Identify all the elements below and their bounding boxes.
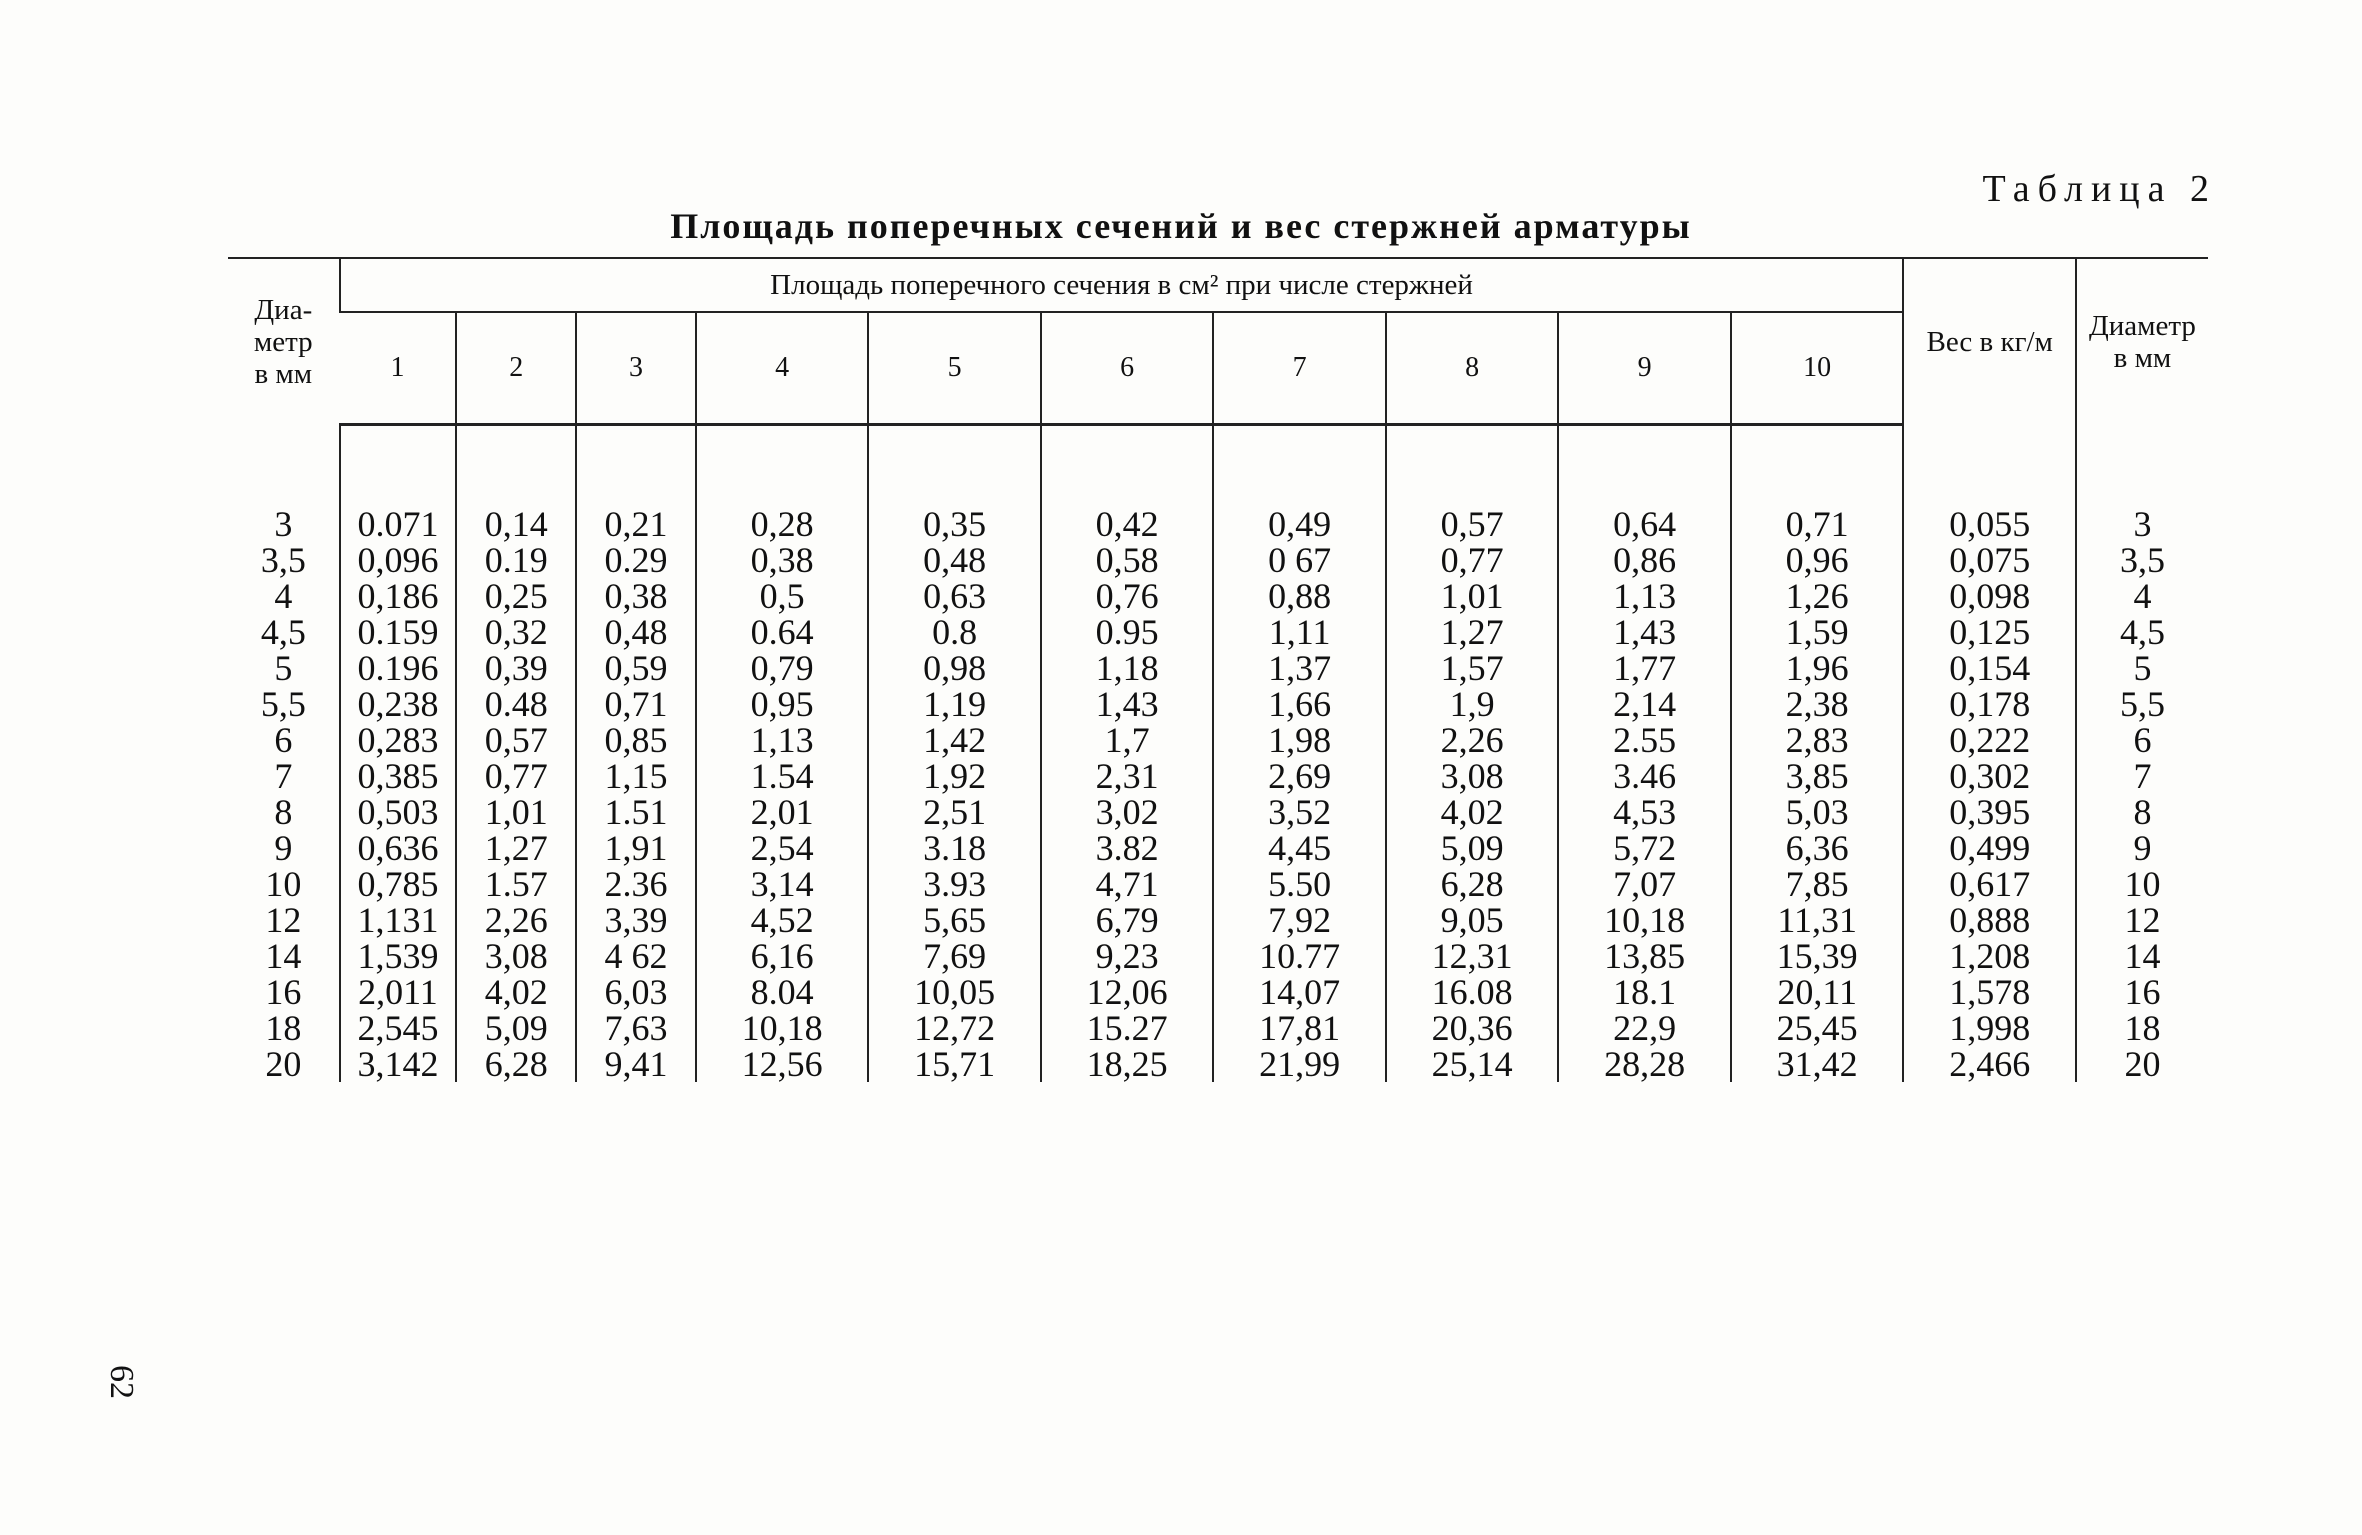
header-count: 7 [1213, 312, 1386, 425]
area-cell: 3.18 3.93 5,65 [868, 830, 1041, 938]
table-label: Таблица 2 [1982, 168, 2217, 210]
area-cell: 25,14 [1386, 1046, 1559, 1082]
area-cell: 21,99 [1213, 1046, 1386, 1082]
area-cell: 15,39 20,11 25,45 [1731, 938, 1904, 1046]
area-cell: 0,283 0,385 0,503 [340, 722, 457, 830]
area-cell: 1,98 2,69 3,52 [1213, 722, 1386, 830]
area-cell: 0.95 1,18 1,43 [1041, 614, 1214, 722]
area-cell: 1,59 1,96 2,38 [1731, 614, 1904, 722]
header-count: 4 [696, 312, 869, 425]
area-cell: 1,7 2,31 3,02 [1041, 722, 1214, 830]
area-cell: 18,25 [1041, 1046, 1214, 1082]
area-cell: 3.82 4,71 6,79 [1041, 830, 1214, 938]
area-cell: 0,28 0,38 0,5 [696, 506, 869, 614]
area-cell: 0,636 0,785 1,131 [340, 830, 457, 938]
area-cell: 1,27 1,57 1,9 [1386, 614, 1559, 722]
weight-cell: 0,222 0,302 0,395 [1903, 722, 2076, 830]
header-count: 1 [340, 312, 457, 425]
page-number: 62 [103, 1365, 140, 1399]
area-cell: 1,13 1.54 2,01 [696, 722, 869, 830]
area-cell: 4,45 5.50 7,92 [1213, 830, 1386, 938]
table-row-group [228, 722, 2208, 830]
area-cell: 2.55 3.46 4,53 [1558, 722, 1731, 830]
area-cell: 28,28 [1558, 1046, 1731, 1082]
area-cell: 2,26 3,08 4,02 [1386, 722, 1559, 830]
area-cell: 1,11 1,37 1,66 [1213, 614, 1386, 722]
header-count: 5 [868, 312, 1041, 425]
area-cell: 0,71 0,96 1,26 [1731, 506, 1904, 614]
header-count: 6 [1041, 312, 1214, 425]
area-cell: 0,64 0,86 1,13 [1558, 506, 1731, 614]
area-cell: 0.64 0,79 0,95 [696, 614, 869, 722]
header-count: 3 [576, 312, 696, 425]
header-area-group: Площадь поперечного сечения в см² при числе стержней [340, 258, 1904, 312]
table-row-group [228, 1046, 2208, 1082]
area-cell: 12,56 [696, 1046, 869, 1082]
diameter-right-cell: 6 7 8 [2076, 722, 2208, 830]
diameter-right-cell: 9 10 12 [2076, 830, 2208, 938]
area-cell: 2,54 3,14 4,52 [696, 830, 869, 938]
area-cell: 31,42 [1731, 1046, 1904, 1082]
diameter-cell: 14 16 18 [265, 936, 302, 1048]
area-cell: 2,83 3,85 5,03 [1731, 722, 1904, 830]
diameter-cell: 9 10 12 [265, 828, 302, 940]
header-count: 2 [456, 312, 576, 425]
diameter-cell: 20 [265, 1044, 302, 1084]
area-cell: 1,42 1,92 2,51 [868, 722, 1041, 830]
diameter-right-cell: 20 [2076, 1046, 2208, 1082]
area-cell: 6,36 7,85 11,31 [1731, 830, 1904, 938]
area-cell: 0.071 0,096 0,186 [340, 506, 457, 614]
diameter-right-cell: 4,5 5 5,5 [2076, 614, 2208, 722]
area-cell: 0,48 0,59 0,71 [576, 614, 696, 722]
table-row-group [228, 614, 2208, 722]
area-cell: 1,27 1.57 2,26 [456, 830, 576, 938]
area-cell: 5,09 6,28 9,05 [1386, 830, 1559, 938]
diameter-cell: 3 3,5 4 [260, 504, 306, 616]
table-row-group [228, 506, 2208, 614]
area-cell: 3,08 4,02 5,09 [456, 938, 576, 1046]
area-cell: 0,42 0,58 0,76 [1041, 506, 1214, 614]
weight-cell: 0,499 0,617 0,888 [1903, 830, 2076, 938]
table-title: Площадь поперечных сечений и вес стержней арматуры [670, 206, 1692, 246]
weight-cell: 0,055 0,075 0,098 [1903, 506, 2076, 614]
area-cell: 5,72 7,07 10,18 [1558, 830, 1731, 938]
area-cell: 0,57 0,77 1,01 [1386, 506, 1559, 614]
diameter-right-cell: 14 16 18 [2076, 938, 2208, 1046]
header-diameter-left: Диа- метр в мм [228, 258, 340, 425]
area-cell: 1,43 1,77 2,14 [1558, 614, 1731, 722]
area-cell: 7,69 10,05 12,72 [868, 938, 1041, 1046]
header-count: 8 [1386, 312, 1559, 425]
table-row-group [228, 830, 2208, 938]
area-cell: 6,28 [456, 1046, 576, 1082]
diameter-cell: 6 7 8 [274, 720, 293, 832]
diameter-cell: 4,5 5 5,5 [260, 612, 306, 724]
area-cell: 4 62 6,03 7,63 [576, 938, 696, 1046]
area-cell: 6,16 8.04 10,18 [696, 938, 869, 1046]
area-cell: 3,142 [340, 1046, 457, 1082]
area-cell: 1,91 2.36 3,39 [576, 830, 696, 938]
area-cell: 15,71 [868, 1046, 1041, 1082]
weight-cell: 0,125 0,154 0,178 [1903, 614, 2076, 722]
header-weight: Вес в кг/м [1903, 258, 2076, 425]
area-cell: 13,85 18.1 22,9 [1558, 938, 1731, 1046]
rebar-table [228, 257, 2208, 1082]
area-cell: 0,85 1,15 1.51 [576, 722, 696, 830]
header-count: 9 [1558, 312, 1731, 425]
area-cell: 0,35 0,48 0,63 [868, 506, 1041, 614]
header-diameter-right: Диаметр в мм [2076, 258, 2208, 425]
table-body [228, 425, 2208, 1083]
area-cell: 0.159 0.196 0,238 [340, 614, 457, 722]
diameter-right-cell: 3 3,5 4 [2076, 506, 2208, 614]
weight-cell: 1,208 1,578 1,998 [1903, 938, 2076, 1046]
area-cell: 0,21 0.29 0,38 [576, 506, 696, 614]
area-cell: 9,41 [576, 1046, 696, 1082]
area-cell: 0,57 0,77 1,01 [456, 722, 576, 830]
area-cell: 0,32 0,39 0.48 [456, 614, 576, 722]
area-cell: 10.77 14,07 17,81 [1213, 938, 1386, 1046]
table-row-group [228, 938, 2208, 1046]
area-cell: 0,49 0 67 0,88 [1213, 506, 1386, 614]
area-cell: 0.8 0,98 1,19 [868, 614, 1041, 722]
area-cell: 12,31 16.08 20,36 [1386, 938, 1559, 1046]
area-cell: 9,23 12,06 15.27 [1041, 938, 1214, 1046]
header-count: 10 [1731, 312, 1904, 425]
weight-cell: 2,466 [1903, 1046, 2076, 1082]
area-cell: 0,14 0.19 0,25 [456, 506, 576, 614]
area-cell: 1,539 2,011 2,545 [340, 938, 457, 1046]
